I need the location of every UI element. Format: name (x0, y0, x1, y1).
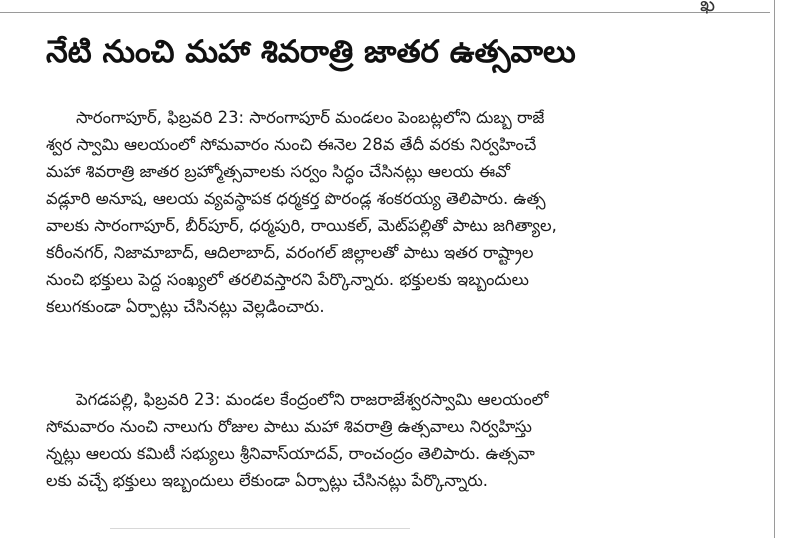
paragraph-line: నుంచి భక్తులు పెద్ద సంఖ్యలో తరలివస్తారని పేర్కొన్నారు. భక్తులకు ఇబ్బందులు (46, 270, 529, 289)
headline: నేటి నుంచి మహా శివరాత్రి జాతర ఉత్సవాలు (46, 34, 576, 70)
paragraph-line: కరీంనగర్, నిజామాబాద్, ఆదిలాబాద్, వరంగల్ జిల్లాలతో పాటు ఇతర రాష్ట్రాల (46, 243, 534, 262)
column-divider (774, 0, 775, 538)
paragraph-line: శ్వర స్వామి ఆలయంలో సోమవారం నుంచి ఈనెల 28వ తేదీ వరకు నిర్వహించే (46, 135, 537, 154)
top-divider (0, 12, 770, 13)
paragraph-line: వాలకు సారంగాపూర్, బీర్‌పూర్, ధర్మపురి, రాయికల్, మెట్‌పల్లితో పాటు జగిత్యాల, (46, 216, 557, 235)
paragraph-line: వడ్లూరి అనూష, ఆలయ వ్యవస్థాపక ధర్మకర్త పొరండ్ల శంకరయ్య తెలిపారు. ఉత్స (46, 189, 546, 208)
paragraph-line: మహా శివరాత్రి జాతర బ్రహ్మోత్సవాలకు సర్వం సిద్ధం చేసినట్లు ఆలయ ఈవో (46, 162, 511, 181)
paragraph-line: సారంగాపూర్, ఫిబ్రవరి 23: సారంగాపూర్ మండలం పెంబట్లలోని దుబ్బ రాజే (76, 108, 545, 127)
cropped-glyph: ఖ (700, 0, 716, 16)
paragraph-line: సోమవారం నుంచి నాలుగు రోజుల పాటు మహా శివరాత్రి ఉత్సవాలు నిర్వహిస్తు (46, 417, 532, 436)
paragraph-line: పెగడపల్లి, ఫిబ్రవరి 23: మండల కేంద్రంలోని రాజరాజేశ్వరస్వామి ఆలయంలో (76, 390, 549, 409)
bottom-divider (110, 528, 410, 535)
article-paragraph-2 (46, 386, 756, 494)
paragraph-line: కలుగకుండా ఏర్పాట్లు చేసినట్లు వెల్లడించారు. (46, 297, 325, 316)
paragraph-line: న్నట్లు ఆలయ కమిటీ సభ్యులు శ్రీనివాస్‌యాదవ్, రాంచంద్రం తెలిపారు. ఉత్సవా (46, 444, 535, 463)
paragraph-line: లకు వచ్చే భక్తులు ఇబ్బందులు లేకుండా ఏర్పాట్లు చేసినట్లు పేర్కొన్నారు. (46, 471, 488, 490)
article-paragraph-1 (46, 104, 756, 320)
